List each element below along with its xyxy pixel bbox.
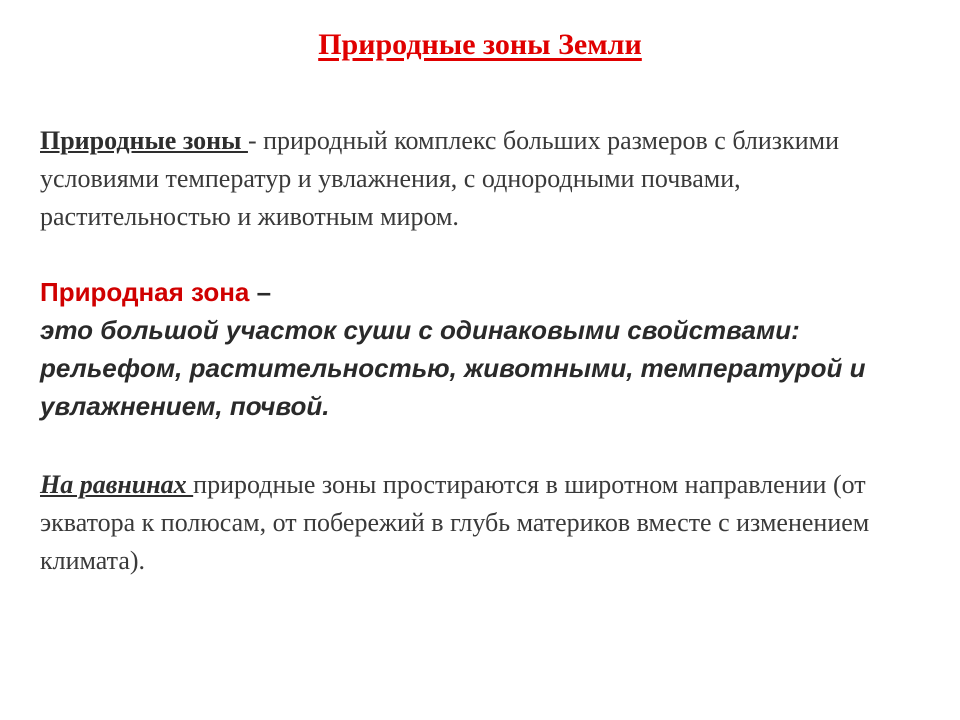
definition-natural-zone	[40, 273, 920, 425]
plains-paragraph-text: природные зоны простираются в широтном направлении (от экватора к полюсам, от побережий в глубь материков вместе с изменением климата).	[40, 470, 870, 575]
term-natural-zones: Природные зоны	[40, 126, 248, 155]
definition-natural-zones-text: - природный комплекс больших размеров с близкими условиями температур и увлажнения, с однородными почвами, растительностью и животным миром.	[40, 126, 839, 231]
slide-title: Природные зоны Земли	[318, 28, 642, 61]
plains-paragraph	[40, 466, 920, 580]
term-on-plains: На равнинах	[40, 470, 194, 499]
definition-natural-zone-text: это большой участок суши с одинаковыми свойствами: рельефом, растительностью, животными, температурой и увлажнением, почвой.	[40, 315, 866, 421]
term-dash: –	[249, 277, 272, 307]
term-natural-zone: Природная зона	[40, 277, 250, 307]
definition-natural-zones	[40, 122, 920, 236]
